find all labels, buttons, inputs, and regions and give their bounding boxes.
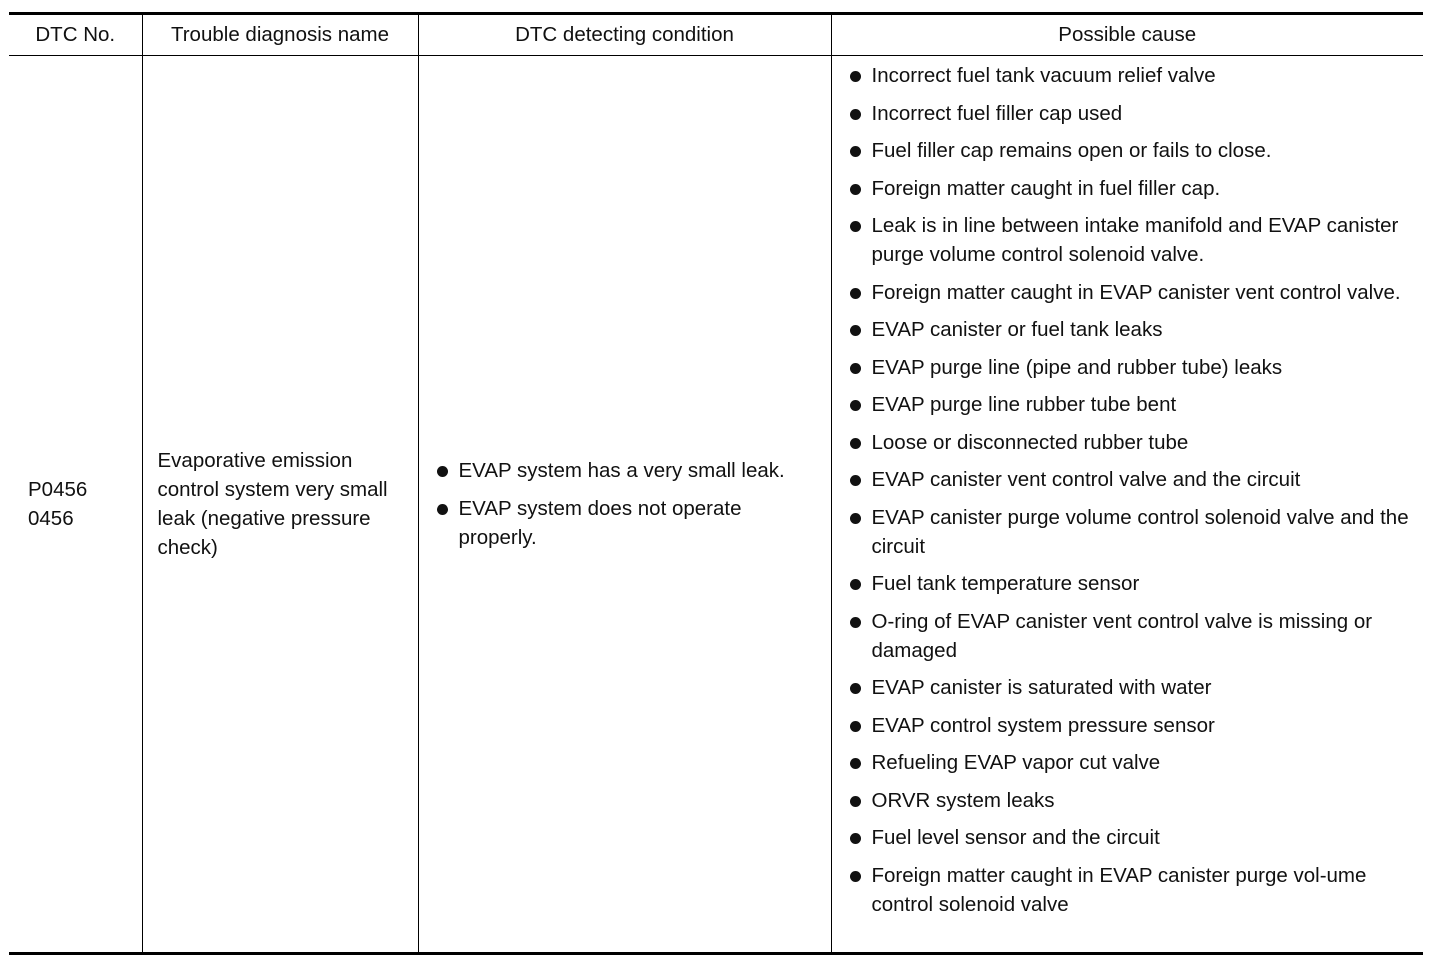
bullet-icon xyxy=(437,466,448,477)
list-item xyxy=(848,465,1416,494)
header-dtc-no: DTC No. xyxy=(9,14,142,56)
bullet-icon xyxy=(850,871,861,882)
list-item xyxy=(848,136,1416,165)
dtc-code-secondary: 0456 xyxy=(28,507,74,530)
bullet-icon xyxy=(437,504,448,515)
header-detecting-condition: DTC detecting condition xyxy=(418,14,831,56)
condition-text: EVAP system has a very small leak. xyxy=(458,459,785,483)
list-item xyxy=(848,748,1416,777)
bullet-icon xyxy=(850,400,861,411)
cause-text: EVAP purge line rubber tube bent xyxy=(871,393,1177,416)
bullet-icon xyxy=(850,109,861,120)
list-item xyxy=(848,786,1416,815)
cause-text: EVAP purge line (pipe and rubber tube) leaks xyxy=(871,355,1283,379)
bullet-icon xyxy=(850,579,861,590)
cause-text: Refueling EVAP vapor cut valve xyxy=(871,751,1161,774)
cause-text: Loose or disconnected rubber tube xyxy=(871,430,1189,454)
bullet-icon xyxy=(850,475,861,486)
cause-list xyxy=(848,61,1416,919)
bullet-icon xyxy=(850,617,861,628)
cause-text: O-ring of EVAP canister vent control valve is missing or damaged xyxy=(871,609,1373,662)
bullet-icon xyxy=(850,325,861,336)
bullet-icon xyxy=(850,71,861,82)
cause-text: EVAP canister vent control valve and the circuit xyxy=(871,468,1301,491)
cause-text: Foreign matter caught in fuel filler cap. xyxy=(871,176,1221,200)
header-row xyxy=(9,14,1423,56)
bullet-icon xyxy=(850,758,861,769)
bullet-icon xyxy=(850,721,861,732)
list-item xyxy=(848,711,1416,740)
bullet-icon xyxy=(850,184,861,195)
table-header xyxy=(9,14,1423,56)
list-item xyxy=(848,569,1416,598)
bullet-icon xyxy=(850,146,861,157)
cause-text: EVAP canister purge volume control solenoid valve and the circuit xyxy=(871,505,1409,558)
list-item xyxy=(848,99,1416,128)
bullet-icon xyxy=(850,363,861,374)
cause-text: Incorrect fuel tank vacuum relief valve xyxy=(871,64,1216,87)
list-item xyxy=(848,315,1416,344)
cause-text: Fuel level sensor and the circuit xyxy=(871,826,1160,849)
list-item xyxy=(848,503,1416,561)
bullet-icon xyxy=(850,513,861,524)
dtc-code-cell xyxy=(9,56,142,954)
condition-text: EVAP system does not operate properly. xyxy=(458,496,742,549)
list-item xyxy=(848,673,1416,702)
bullet-icon xyxy=(850,438,861,449)
dtc-table xyxy=(9,12,1423,955)
cause-text: Fuel filler cap remains open or fails to close. xyxy=(871,139,1272,162)
bullet-icon xyxy=(850,833,861,844)
list-item xyxy=(848,607,1416,665)
cause-text: EVAP control system pressure sensor xyxy=(871,713,1215,737)
list-item xyxy=(848,823,1416,852)
trouble-name-cell xyxy=(142,56,418,954)
trouble-name: Evaporative emission control system very small leak (negative pressure check) xyxy=(157,449,388,559)
dtc-code-primary: P0456 xyxy=(28,478,88,501)
cause-text: EVAP canister or fuel tank leaks xyxy=(871,318,1163,341)
header-trouble-name: Trouble diagnosis name xyxy=(142,14,418,56)
table-row xyxy=(9,56,1423,954)
cause-text: Leak is in line between intake manifold and EVAP canister purge volume control solenoid valve. xyxy=(871,214,1399,266)
list-item xyxy=(435,456,821,485)
list-item xyxy=(848,861,1416,919)
cause-text: Incorrect fuel filler cap used xyxy=(871,101,1123,125)
condition-list xyxy=(435,456,821,552)
bullet-icon xyxy=(850,288,861,299)
possible-cause-cell xyxy=(831,56,1423,954)
list-item xyxy=(848,174,1416,203)
cause-text: Fuel tank temperature sensor xyxy=(871,572,1140,595)
list-item xyxy=(848,353,1416,382)
list-item xyxy=(848,428,1416,457)
cause-text: ORVR system leaks xyxy=(871,788,1055,812)
bullet-icon xyxy=(850,796,861,807)
cause-text: Foreign matter caught in EVAP canister vent control valve. xyxy=(871,280,1401,304)
list-item xyxy=(848,390,1416,419)
list-item xyxy=(848,61,1416,90)
bullet-icon xyxy=(850,221,861,232)
cause-text: EVAP canister is saturated with water xyxy=(871,676,1212,699)
cause-text: Foreign matter caught in EVAP canister purge vol-ume control solenoid valve xyxy=(871,863,1367,916)
list-item xyxy=(848,211,1416,269)
detecting-condition-cell xyxy=(418,56,831,954)
list-item xyxy=(848,278,1416,307)
table-body xyxy=(9,56,1423,954)
header-possible-cause: Possible cause xyxy=(831,14,1423,56)
bullet-icon xyxy=(850,683,861,694)
list-item xyxy=(435,494,821,552)
